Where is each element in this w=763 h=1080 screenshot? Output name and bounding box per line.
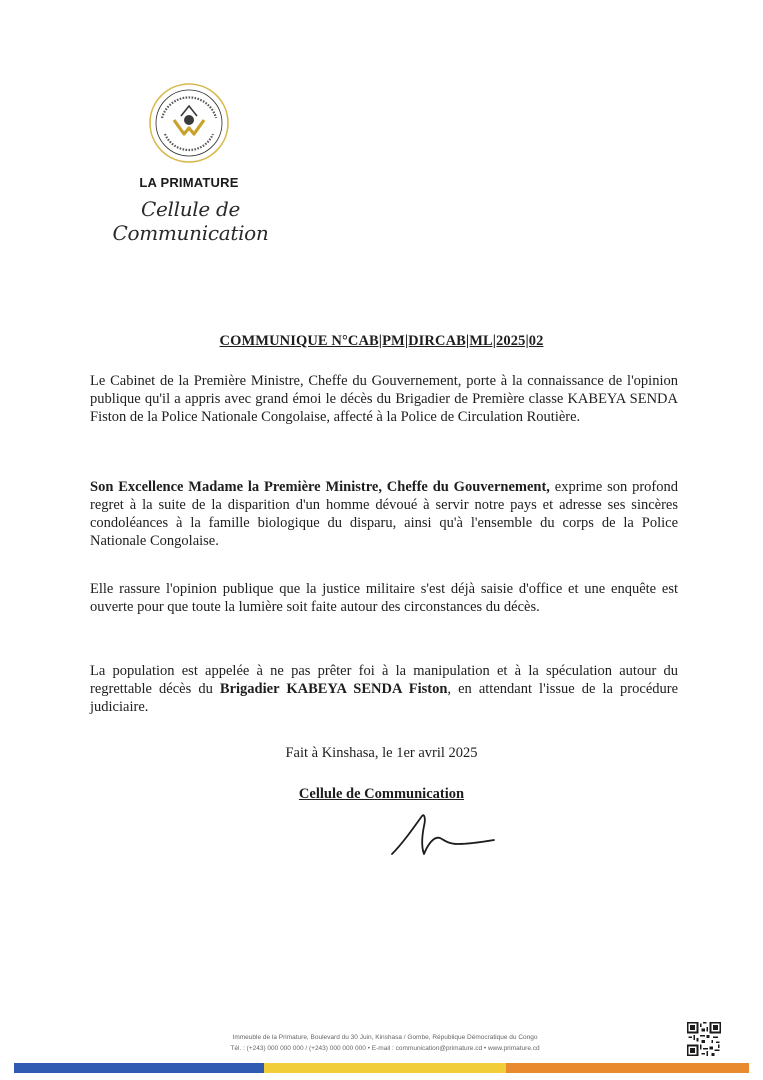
band-blue-segment	[14, 1063, 264, 1073]
organization-subtitle: Cellule de Communication	[112, 197, 269, 245]
paragraph-3: Elle rassure l'opinion publique que la justice militaire s'est déjà saisie d'office et une enquête est ouverte pour que toute la lumière soit faite autour des circonstances du décès.	[90, 581, 678, 615]
handwritten-signature	[388, 808, 498, 860]
footer-address: Immeuble de la Primature, Boulevard du 30 Juin, Kinshasa / Gombe, République Démocratique du Congo	[232, 1034, 538, 1041]
band-yellow-segment	[264, 1063, 507, 1073]
band-orange-segment	[506, 1063, 749, 1073]
footer-contact: Tél. : (+243) 000 000 000 / (+243) 000 000 000 • E-mail : communication@primature.cd • www.primature.cd	[230, 1045, 540, 1052]
communique-title: COMMUNIQUE N°CAB|PM|DIRCAB|ML|2025|02	[219, 333, 544, 349]
paragraph-2-body: exprime son profond regret à la suite de la disparition d'un homme dévoué à servir notre pays et adresse ses sincères condoléances à la famille biologique du disparu, ainsi qu'à l'ensemble du corps de la Police Nationale Congolaise.	[90, 479, 678, 549]
paragraph-4-name: Brigadier KABEYA SENDA Fiston	[219, 681, 448, 697]
signature-block-title: Cellule de Communication	[298, 786, 465, 802]
paragraph-4-part2: , en attendant l'issue de la procédure judiciaire.	[90, 681, 679, 715]
place-and-date: Fait à Kinshasa, le 1er avril 2025	[285, 745, 478, 761]
paragraph-4-part1: La population est appelée à ne pas prêter foi à la manipulation et à la spéculation autour du regrettable décès du	[90, 663, 678, 697]
coat-of-arms-icon	[148, 82, 230, 164]
flag-color-band	[14, 1063, 749, 1073]
organization-name: LA PRIMATURE	[139, 175, 239, 190]
paragraph-4	[90, 662, 678, 716]
paragraph-2	[90, 478, 678, 550]
paragraph-1: Le Cabinet de la Première Ministre, Cheffe du Gouvernement, porte à la connaissance de l'opinion publique qu'il a appris avec grand émoi le décès du Brigadier de Première classe KABEYA SENDA Fiston de la Police Nationale Congolaise, affecté à la Police de Circulation Routière.	[90, 373, 678, 425]
paragraph-2-lead: Son Excellence Madame la Première Ministre, Cheffe du Gouvernement,	[90, 479, 550, 495]
qr-code-icon	[687, 1022, 721, 1056]
